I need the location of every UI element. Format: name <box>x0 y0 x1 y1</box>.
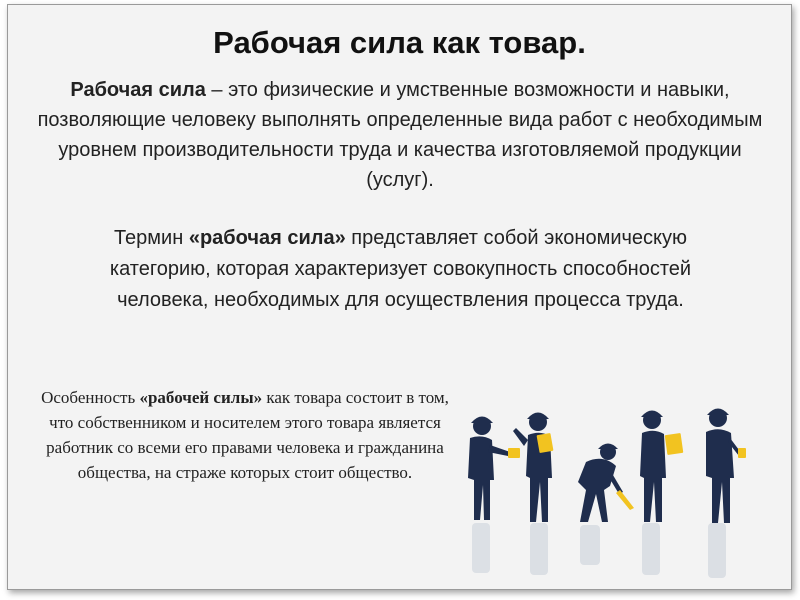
construction-workers-icon <box>458 390 788 590</box>
feature-intro: Особенность <box>41 388 140 407</box>
feature-highlight: «рабочей силы» <box>139 388 263 407</box>
slide <box>7 4 792 590</box>
definition-paragraph <box>30 75 770 195</box>
term-intro: Термин <box>113 227 189 249</box>
definition-term: Рабочая сила <box>70 79 206 101</box>
feature-paragraph <box>30 385 460 485</box>
term-text: представляет собой экономическую категорию, которая характеризует совокупность способностей человека, необходимых для осуществления процесса труда. <box>109 227 692 311</box>
feature-text: как товара состоит в том, что собственником и носителем этого товара является работник со всеми его правами человека и гражданина общества, на страже которых стоит общество. <box>46 388 449 482</box>
definition-text: – это физические и умственные возможности и навыки, позволяющие человеку выполнять определенные вида работ с необходимым уровнем производительности труда и качества изготовляемой продукции (услуг). <box>37 79 763 191</box>
term-paragraph <box>73 223 728 316</box>
slide-title: Рабочая сила как товар. <box>213 25 586 60</box>
worker-figures <box>468 409 742 524</box>
term-highlight: «рабочая сила» <box>188 227 346 249</box>
